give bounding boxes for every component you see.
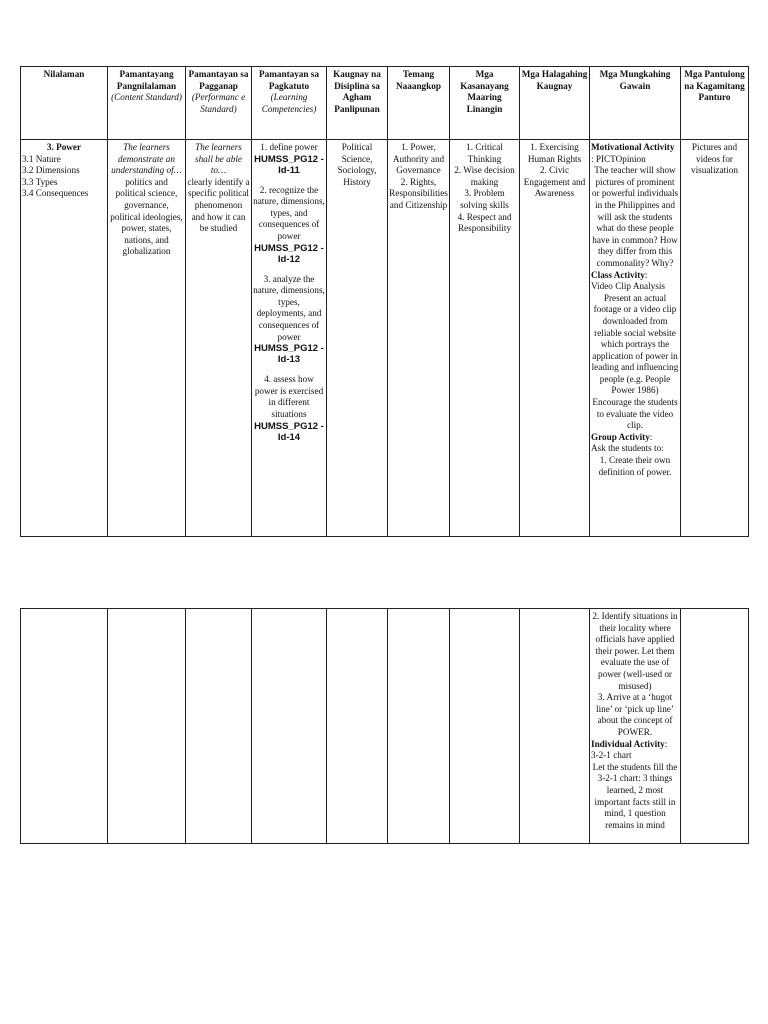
header-row: [21, 67, 749, 140]
activities-cell: Motivational Activity : PICTOpinion The teacher will show pictures of prominent or powerful individuals in the Philippines and will ask the students what do these people have in common? How they differ from this commonality? Why? Class Activity: Video Clip Analysis Present an actual footage or a video clip downloaded from reliable social website which portrays the application of power in leading and influencing people (e.g. People Power 1986) Encourage the students to evaluate the video clip. Group Activity: Ask the students to: 1. Create their own definition of power.: [590, 140, 681, 537]
header-cell: Pamantayan sa Pagkatuto (Learning Competencies): [252, 67, 327, 140]
header-cell: Mga Kasanayang Maaring Linangin: [450, 67, 520, 140]
header-cell: Kaugnay na Disiplina sa Agham Panlipunan: [327, 67, 388, 140]
performance-standard-cell: The learners shall be able to… clearly identify a specific political phenomenon and how it can be studied: [186, 140, 252, 537]
themes-cell: 1. Power, Authority and Governance 2. Rights, Responsibilities and Citizenship: [388, 140, 450, 537]
header-cell: Mga Halagahing Kaugnay: [520, 67, 590, 140]
empty-cell: [21, 609, 108, 844]
curriculum-table-page1: [20, 66, 749, 537]
empty-cell: [108, 609, 186, 844]
content-standard-cell: The learners demonstrate an understanding of… politics and political science, governance, political ideologies, power, states, nations, and globalization: [108, 140, 186, 537]
header-cell: Pamantayang Pangnilalaman (Content Standard): [108, 67, 186, 140]
empty-cell: [252, 609, 327, 844]
header-cell: Mga Mungkahing Gawain: [590, 67, 681, 140]
activities-continued-cell: 2. Identify situations in their locality where officials have applied their power. Let them evaluate the use of power (well-used or misused) 3. Arrive at a ‘hugot line’ or ‘pick up line’ about the concept of POWER. Individual Activity: 3-2-1 chart Let the students fill the 3-2-1 chart: 3 things learned, 2 most important facts still in mind, 1 question remains in mind: [590, 609, 681, 844]
competency-code: HUMSS_PG12 -Id-12: [254, 242, 324, 265]
header-cell: Nilalaman: [21, 67, 108, 140]
values-cell: 1. Exercising Human Rights 2. Civic Engagement and Awareness: [520, 140, 590, 537]
competency-code: HUMSS_PG12 -Id-11: [254, 153, 324, 176]
header-cell: Mga Pantulong na Kagamitang Panturo: [681, 67, 749, 140]
empty-cell: [388, 609, 450, 844]
content-item: 3.1 Nature: [22, 153, 61, 164]
content-item: 3.3 Types: [22, 176, 58, 187]
skills-cell: 1. Critical Thinking 2. Wise decision making 3. Problem solving skills 4. Respect and Responsibility: [450, 140, 520, 537]
competencies-cell: 1. define power HUMSS_PG12 -Id-11 2. recognize the nature, dimensions, types, and consequences of power HUMSS_PG12 -Id-12 3. analyze the nature, dimensions, types, deployments, and consequences of power HUMSS_PG12 -Id-13 4. assess how power is exercised in different situations HUMSS_PG12 -Id-14: [252, 140, 327, 537]
empty-cell: [186, 609, 252, 844]
content-item: 3.2 Dimensions: [22, 165, 80, 176]
content-cell: [21, 140, 108, 537]
content-item: 3.4 Consequences: [22, 188, 89, 199]
empty-cell: [327, 609, 388, 844]
empty-cell: [450, 609, 520, 844]
content-row: [21, 140, 749, 537]
continuation-row: [21, 609, 749, 844]
curriculum-table-page2: [20, 608, 749, 844]
competency-code: HUMSS_PG12 -Id-14: [254, 420, 324, 443]
disciplines-cell: Political Science, Sociology, History: [327, 140, 388, 537]
header-cell: Temang Naaangkop: [388, 67, 450, 140]
empty-cell: [520, 609, 590, 844]
header-cell: Pamantayan sa Pagganap (Performanc e Standard): [186, 67, 252, 140]
content-title: 3. Power: [46, 142, 82, 152]
materials-cell: Pictures and videos for visualization: [681, 140, 749, 537]
competency-code: HUMSS_PG12 -Id-13: [254, 343, 324, 366]
empty-cell: [681, 609, 749, 844]
